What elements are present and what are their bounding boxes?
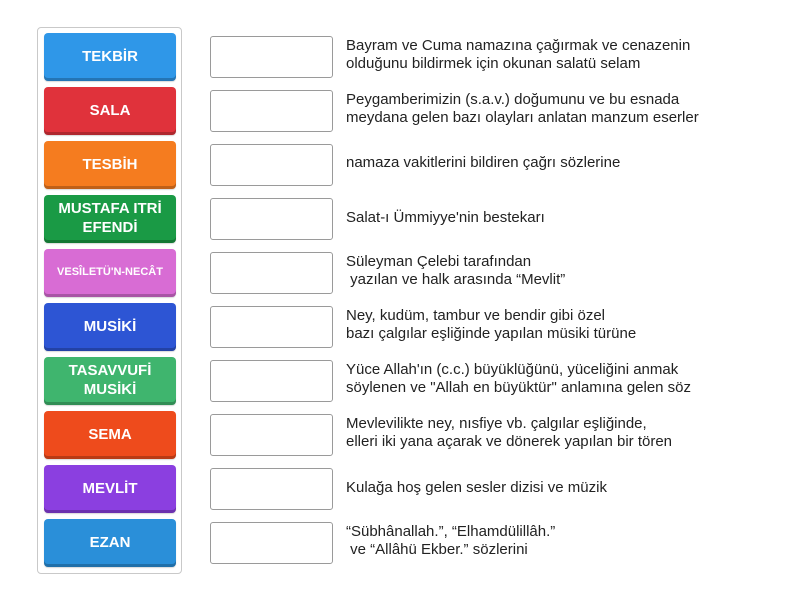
tile-ezan[interactable]: EZAN [44,519,176,567]
tile-tekbir[interactable]: TEKBİR [44,33,176,81]
drop-box[interactable] [210,36,333,78]
clue-text: Süleyman Çelebi tarafından yazılan ve halk arasında “Mevlit” [346,253,566,288]
clue-text: Ney, kudüm, tambur ve bendir gibi özel bazı çalgılar eşliğinde yapılan müsiki türüne [346,307,637,342]
drop-box[interactable] [210,306,333,348]
clue-text: Mevlevilikte ney, nısfiye vb. çalgılar eşliğinde, elleri iki yana açarak ve dönerek yapılan bir tören [346,415,673,450]
clue-text: “Sübhânallah.”, “Elhamdülillâh.” ve “Allâhü Ekber.” sözlerini [346,523,556,558]
tile-vesiletun-necat[interactable]: VESÎLETÜ'N-NECÂT [44,249,176,297]
drop-box[interactable] [210,360,333,402]
clue-text: namaza vakitlerini bildiren çağrı sözlerine [346,154,621,171]
tile-tesbih[interactable]: TESBİH [44,141,176,189]
drop-box[interactable] [210,144,333,186]
clue-text: Peygamberimizin (s.a.v.) doğumunu ve bu esnada meydana gelen bazı olayları anlatan manzum eserler [346,91,699,126]
tile-sala[interactable]: SALA [44,87,176,135]
drop-box[interactable] [210,414,333,456]
tile-mustafa-itri-efendi[interactable]: MUSTAFA ITRİ EFENDİ [44,195,176,243]
tile-musiki[interactable]: MUSİKİ [44,303,176,351]
clue-text: Yüce Allah'ın (c.c.) büyüklüğünü, yüceliğini anmak söylenen ve "Allah en büyüktür" anlamına gelen söz [346,361,692,396]
clue-text: Bayram ve Cuma namazına çağırmak ve cenazenin olduğunu bildirmek için okunan salatü selam [346,37,691,72]
tile-mevlit[interactable]: MEVLİT [44,465,176,513]
clue-text: Salat-ı Ümmiyye'nin bestekarı [346,209,545,226]
drop-box[interactable] [210,198,333,240]
drop-box[interactable] [210,468,333,510]
clue-text: Kulağa hoş gelen sesler dizisi ve müzik [346,479,607,496]
drop-box[interactable] [210,90,333,132]
drop-box[interactable] [210,522,333,564]
tile-tasavvufi-musiki[interactable]: TASAVVUFİ MUSİKİ [44,357,176,405]
drop-box[interactable] [210,252,333,294]
tile-sema[interactable]: SEMA [44,411,176,459]
